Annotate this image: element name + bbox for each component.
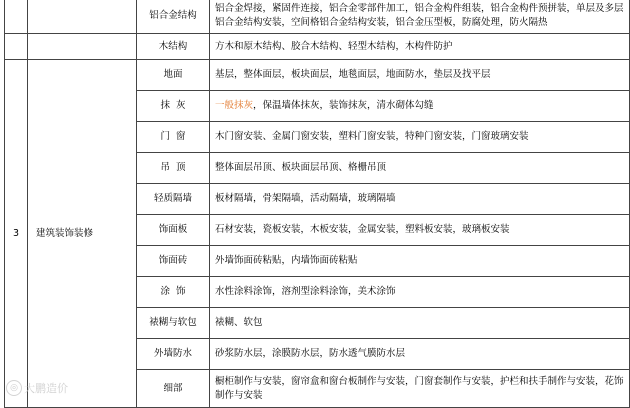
- description-cell: 方木和原木结构、胶合木结构、轻型木结构，木构件防护: [210, 34, 630, 60]
- watermark-text: 大鹏造价: [24, 382, 68, 395]
- subitem-cell: 饰面砖: [137, 246, 210, 277]
- subitem-label: 门 窗: [160, 131, 186, 142]
- subitem-label: 抹 灰: [160, 100, 186, 111]
- description-cell: 砂浆防水层，涂膜防水层，防水透气膜防水层: [210, 339, 630, 370]
- number-cell: [5, 0, 28, 34]
- subitem-cell: 铝合金结构: [137, 0, 210, 34]
- description-cell: 整体面层吊顶、板块面层吊顶、格栅吊顶: [210, 153, 630, 184]
- description-cell: 外墙饰面砖粘贴，内墙饰面砖粘贴: [210, 246, 630, 277]
- watermark-logo-icon: ◎: [6, 380, 22, 396]
- subitem-cell: [137, 122, 210, 153]
- group-category: 建筑装饰装修: [28, 60, 137, 408]
- description-cell: 板材隔墙，骨架隔墙，活动隔墙，玻璃隔墙: [210, 184, 630, 215]
- subitem-cell: 外墙防水: [137, 339, 210, 370]
- subitem-cell: 饰面板: [137, 215, 210, 246]
- table-row: [5, 60, 630, 91]
- subitem-cell: 轻质隔墙: [137, 184, 210, 215]
- table-row: [5, 0, 630, 34]
- description-cell: 木门窗安装、金属门窗安装，塑料门窗安装，特种门窗安装，门窗玻璃安装: [210, 122, 630, 153]
- category-cell: [28, 0, 137, 34]
- table-row: [5, 34, 630, 60]
- subitem-label: 吊 顶: [160, 162, 186, 173]
- group-number: 3: [5, 60, 28, 408]
- subitem-cell: [137, 153, 210, 184]
- watermark: [6, 380, 68, 396]
- subitem-cell: 细部: [137, 370, 210, 408]
- description-cell: 水性涂料涂饰，溶剂型涂料涂饰，美术涂饰: [210, 277, 630, 308]
- description-cell: 裱糊、软包: [210, 308, 630, 339]
- subitem-cell: [137, 91, 210, 122]
- description-text: ，保温墙体抹灰，装饰抹灰，清水砌体勾缝: [253, 100, 434, 111]
- description-cell: 铝合金焊接，紧固件连接，铝合金零部件加工，铝合金构件组装，铝合金构件预拼装，单层及多层铝合金结构安装，空间格铝合金结构安装，铝合金压型板，防腐处理，防火隔热: [210, 0, 630, 34]
- number-cell: [5, 34, 28, 60]
- subitem-cell: 木结构: [137, 34, 210, 60]
- subitem-cell: 裱糊与软包: [137, 308, 210, 339]
- subitem-cell: 地面: [137, 60, 210, 91]
- description-cell: 石材安装，瓷板安装，木板安装，金属安装，塑料板安装，玻璃板安装: [210, 215, 630, 246]
- construction-items-table: [4, 0, 630, 408]
- description-cell: 橱柜制作与安装，窗帘盒和窗台板制作与安装，门窗套制作与安装，护栏和扶手制作与安装，花饰制作与安装: [210, 370, 630, 408]
- subitem-label: 涂 饰: [160, 286, 186, 297]
- category-cell: [28, 34, 137, 60]
- description-cell: 基层，整体面层，板块面层，地毯面层，地面防水，垫层及找平层: [210, 60, 630, 91]
- description-cell: [210, 91, 630, 122]
- highlighted-text: 一般抹灰: [215, 100, 254, 111]
- subitem-cell: [137, 277, 210, 308]
